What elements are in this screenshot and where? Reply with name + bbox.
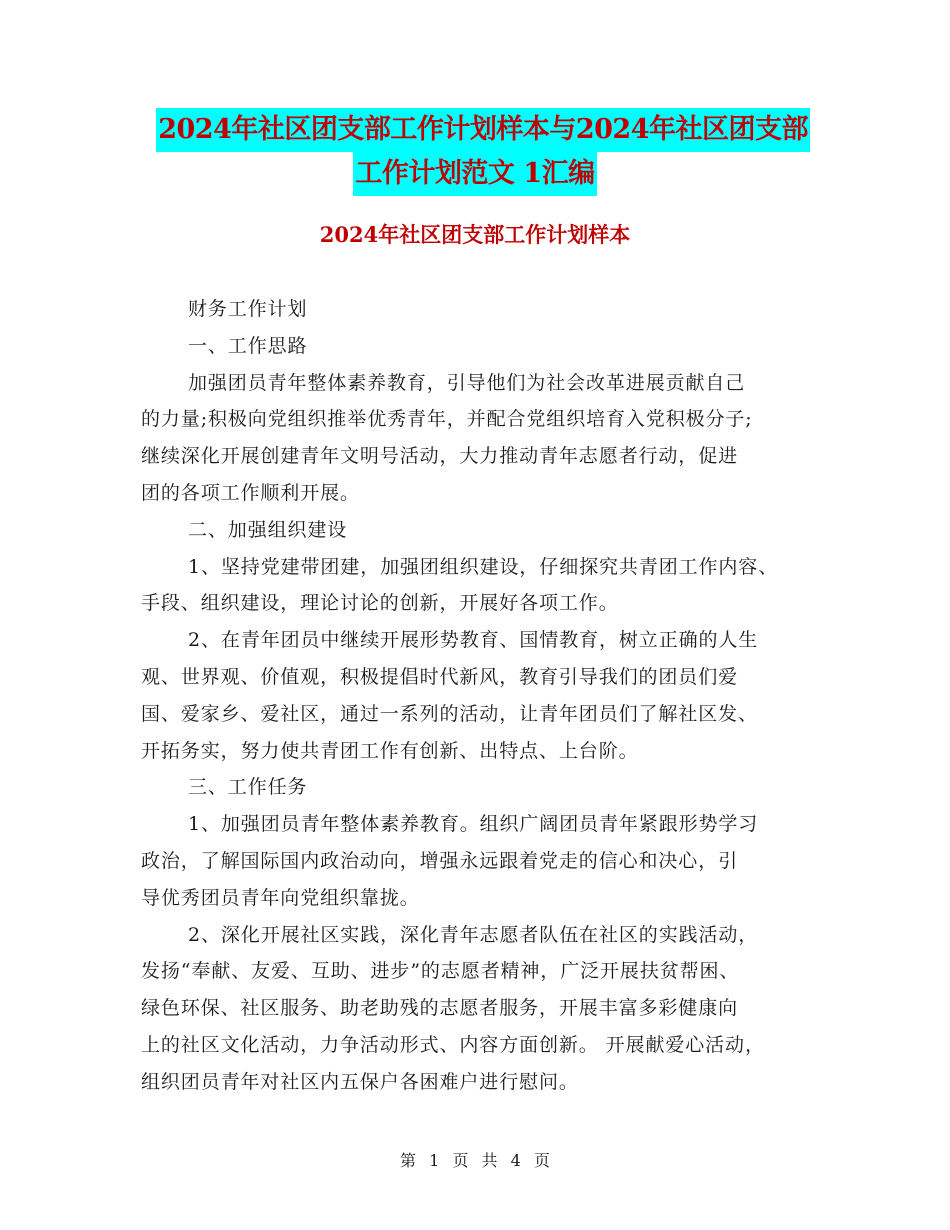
document-title: [140, 108, 810, 196]
body-line: 加强团员青年整体素养教育，引导他们为社会改革进展贡献自己: [188, 371, 746, 394]
body-line: 1、坚持党建带团建，加强团组织建设，仔细探究共青团工作内容、: [188, 555, 779, 578]
body-line: 导优秀团员青年向党组织靠拢。: [141, 886, 420, 909]
body-line: 继续深化开展创建青年文明号活动，大力推动青年志愿者行动，促进: [141, 445, 739, 468]
footer-total-word: 共: [481, 1151, 498, 1170]
body-line: 2、在青年团员中继续开展形势教育、国情教育，树立正确的人生: [188, 629, 759, 652]
title-line-2: 工作计划范文 1汇编: [353, 152, 596, 196]
body-line: 三、工作任务: [188, 776, 308, 799]
body-line: 国、爱家乡、爱社区，通过一系列的活动，让青年团员们了解社区发、: [141, 702, 758, 725]
section-heading: 2024年社区团支部工作计划样本: [319, 222, 631, 247]
body-line: 一、工作思路: [188, 334, 308, 357]
body-line: 绿色环保、社区服务、助老助残的志愿者服务，开展丰富多彩健康向: [141, 997, 739, 1020]
body-line: 财务工作计划: [188, 298, 308, 320]
body-line: 手段、组织建设，理论讨论的创新，开展好各项工作。: [141, 592, 619, 615]
body-line: 政治，了解国际国内政治动向，增强永远跟着党走的信心和决心，引: [141, 849, 739, 872]
body-line: 组织团员青年对社区内五保户各困难户进行慰问。: [141, 1070, 579, 1093]
title-row-2: [140, 152, 810, 196]
footer-total-pages: 4: [510, 1151, 521, 1170]
title-line-1: 2024年社区团支部工作计划样本与2024年社区团支部: [156, 108, 810, 152]
body-line: 上的社区文化活动，力争活动形式、内容方面创新。 开展献爱心活动，: [141, 1033, 765, 1056]
body-line: 的力量;积极向党组织推举优秀青年，并配合党组织培育入党积极分子;: [141, 408, 753, 431]
body-line: 观、世界观、价值观，积极提倡时代新风，教育引导我们的团员们爱: [141, 665, 739, 688]
body-line: 开拓务实，努力使共青团工作有创新、出特点、上台阶。: [141, 739, 639, 762]
body-line: 1、加强团员青年整体素养教育。组织广阔团员青年紧跟形势学习: [188, 813, 759, 836]
body-line: 团的各项工作顺利开展。: [141, 481, 360, 504]
page-footer: [0, 1150, 950, 1172]
document-body: [141, 291, 821, 1101]
body-line: 二、加强组织建设: [188, 518, 348, 541]
footer-page-word: 页: [452, 1151, 469, 1170]
title-row-1: [140, 108, 810, 152]
footer-prefix: 第: [400, 1151, 417, 1170]
footer-suffix: 页: [533, 1151, 550, 1170]
footer-current-page: 1: [429, 1151, 440, 1170]
body-line: 2、深化开展社区实践，深化青年志愿者队伍在社区的实践活动，: [188, 923, 759, 946]
body-line: 发扬“奉献、友爱、互助、进步”的志愿者精神，广泛开展扶贫帮困、: [141, 960, 740, 983]
